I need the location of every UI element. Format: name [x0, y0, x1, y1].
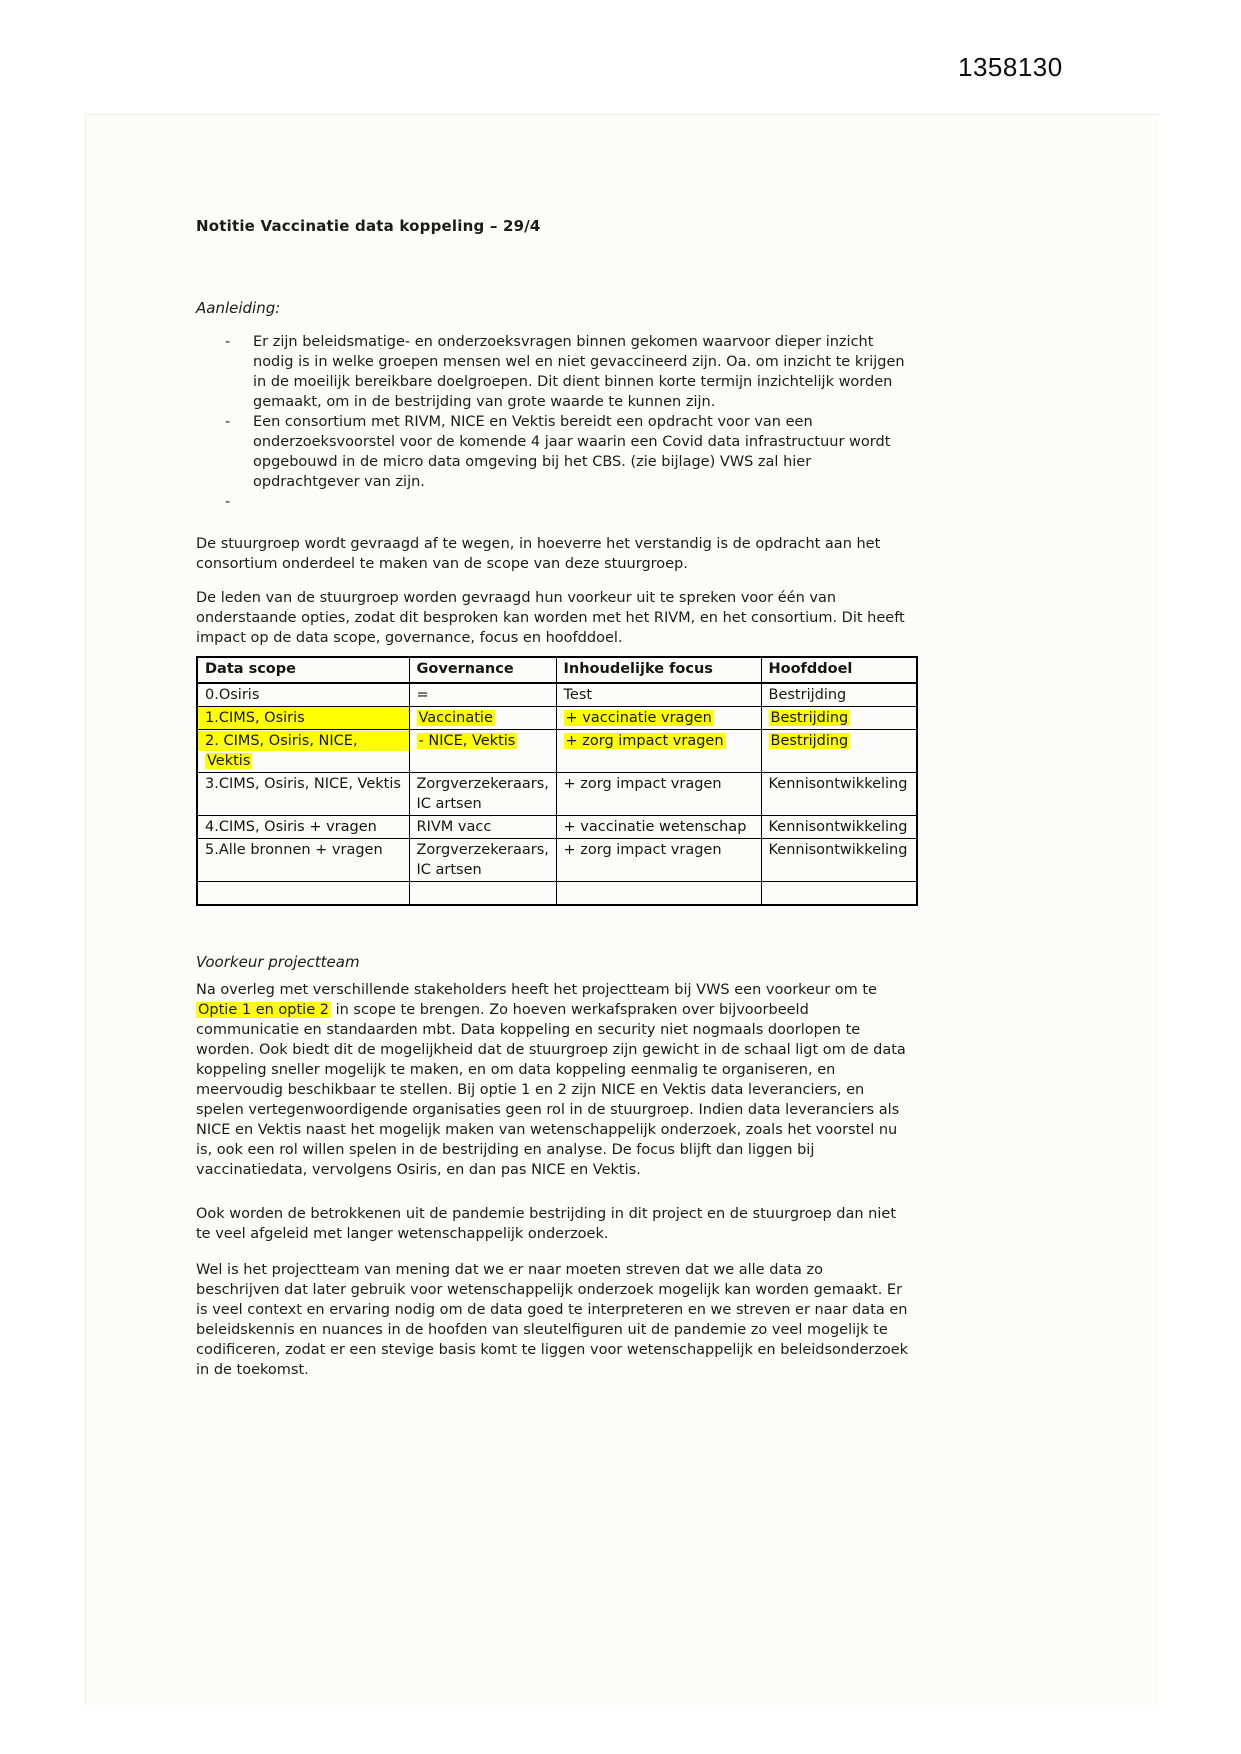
table-cell [197, 882, 409, 906]
bullet-text: Er zijn beleidsmatige- en onderzoeksvragen binnen gekomen waarvoor dieper inzicht nodig is in welke groepen mensen wel en niet gevaccineerd zijn. Oa. om inzicht te krijgen in de moeilijk bereikbare doelgroepen. Dit dient binnen korte termijn inzichtelijk worden gemaakt, om in de bestrijding van grote waarde te kunnen zijn. [253, 334, 905, 410]
table-cell: RIVM vacc [409, 816, 556, 839]
highlighted-text: + zorg impact vragen [565, 733, 724, 749]
highlighted-text: + vaccinatie vragen [565, 710, 712, 726]
table-row [197, 839, 917, 882]
table-row [197, 773, 917, 816]
table-cell: Bestrijding [761, 683, 917, 707]
list-item [196, 412, 916, 492]
table-cell: 1.CIMS, Osiris [197, 707, 409, 730]
table-cell: Test [556, 683, 761, 707]
table-cell: 4.CIMS, Osiris + vragen [197, 816, 409, 839]
paragraph-wel: Wel is het projectteam van mening dat we er naar moeten streven dat we alle data zo beschrijven dat later gebruik voor wetenschappelijk onderzoek mogelijk kan worden gemaakt. Er is veel context en ervaring nodig om de data goed te interpreteren en we streven er naar data en beleidskennis en nuances in de hoofden van sleutelfiguren uit de pandemie zo veel mogelijk te codificeren, zodat er een stevige basis komt te liggen voor wetenschappelijk en beleidsonderzoek in de toekomst. [196, 1262, 909, 1378]
table-cell [409, 730, 556, 773]
table-cell [556, 707, 761, 730]
bullet-marker: - [225, 334, 231, 350]
section-heading-aanleiding: Aanleiding: [196, 299, 281, 317]
document-title: Notitie Vaccinatie data koppeling – 29/4 [196, 217, 541, 235]
highlighted-text: - NICE, Vektis [418, 733, 516, 749]
list-item [196, 332, 916, 412]
table-row [197, 707, 917, 730]
table-cell [761, 707, 917, 730]
column-header-governance: Governance [409, 657, 556, 683]
paragraph-betrokkenen: Ook worden de betrokkenen uit de pandemie bestrijding in dit project en de stuurgroep dan niet te veel afgeleid met langer wetenschappelijk onderzoek. [196, 1206, 897, 1242]
paragraph-text: in scope te brengen. Zo hoeven werkafspraken over bijvoorbeeld communicatie en standaarden mbt. Data koppeling en security niet nogmaals doorlopen te worden. Ook biedt dit de mogelijkheid dat de stuurgroep zijn gewicht in de schaal ligt om de data koppeling sneller mogelijk te maken, en om data koppeling eenmalig te organiseren, en meervoudig beschikbaar te stellen. Bij optie 1 en 2 zijn NICE en Vektis data leveranciers, en spelen vertegenwoordigende organisaties geen rol in de stuurgroep. Indien data leveranciers als NICE en Vektis naast het mogelijk maken van wetenschappelijk onderzoek, zoals het voorstel nu is, ook een rol willen spelen in de bestrijding en analyse. De focus blijft dan liggen bij vaccinatiedata, vervolgens Osiris, en dan pas NICE en Vektis. [196, 1002, 906, 1178]
highlighted-text: Vaccinatie [418, 710, 493, 726]
column-header-inhoudelijke-focus: Inhoudelijke focus [556, 657, 761, 683]
paragraph-leden: De leden van de stuurgroep worden gevraagd hun voorkeur uit te spreken voor één van onderstaande opties, zodat dit besproken kan worden met het RIVM, en het consortium. Dit heeft impact op de data scope, governance, focus en hoofddoel. [196, 590, 905, 646]
table-cell: 5.Alle bronnen + vragen [197, 839, 409, 882]
table-cell [197, 730, 409, 773]
table-row [197, 730, 917, 773]
bullet-text [253, 492, 905, 512]
table-cell: Kennisontwikkeling [761, 839, 917, 882]
bullet-marker: - [225, 494, 231, 510]
section-heading-voorkeur: Voorkeur projectteam [196, 953, 360, 971]
table-cell: + vaccinatie wetenschap [556, 816, 761, 839]
list-item [196, 492, 916, 512]
options-table [196, 656, 918, 906]
table-cell [409, 707, 556, 730]
table-cell: + zorg impact vragen [556, 839, 761, 882]
bullet-marker: - [225, 414, 231, 430]
paragraph-text: Na overleg met verschillende stakeholders heeft het projectteam bij VWS een voorkeur om te [196, 982, 877, 998]
document-content [196, 216, 916, 1380]
highlighted-text: Bestrijding [770, 710, 849, 726]
table-cell: 3.CIMS, Osiris, NICE, Vektis [197, 773, 409, 816]
table-cell: + zorg impact vragen [556, 773, 761, 816]
column-header-hoofddoel: Hoofddoel [761, 657, 917, 683]
table-header-row [197, 657, 917, 683]
table-cell: Zorgverzekeraars, IC artsen [409, 839, 556, 882]
table-row-empty [197, 882, 917, 906]
column-header-data-scope: Data scope [197, 657, 409, 683]
bullet-list [196, 332, 916, 512]
table-cell: 0.Osiris [197, 683, 409, 707]
table-cell: Kennisontwikkeling [761, 773, 917, 816]
table-cell [761, 882, 917, 906]
paragraph-stuurgroep: De stuurgroep wordt gevraagd af te wegen, in hoeverre het verstandig is de opdracht aan het consortium onderdeel te maken van de scope van deze stuurgroep. [196, 536, 881, 572]
reference-number: 1358130 [958, 52, 1063, 82]
table-row [197, 683, 917, 707]
bullet-text: Een consortium met RIVM, NICE en Vektis bereidt een opdracht voor van een onderzoeksvoorstel voor de komende 4 jaar waarin een Covid data infrastructuur wordt opgebouwd in de micro data omgeving bij het CBS. (zie bijlage) VWS zal hier opdrachtgever van zijn. [253, 414, 891, 490]
table-cell: Zorgverzekeraars, IC artsen [409, 773, 556, 816]
highlighted-text: Optie 1 en optie 2 [198, 1002, 329, 1018]
table-cell [761, 730, 917, 773]
paragraph-voorkeur [196, 980, 911, 1180]
highlighted-text: 2. CIMS, Osiris, NICE, [198, 731, 409, 751]
table-cell: Kennisontwikkeling [761, 816, 917, 839]
table-cell [556, 882, 761, 906]
table-row [197, 816, 917, 839]
highlighted-text: Bestrijding [770, 733, 849, 749]
table-cell [409, 882, 556, 906]
highlighted-text: Vektis [207, 753, 251, 769]
table-cell: = [409, 683, 556, 707]
table-cell [556, 730, 761, 773]
